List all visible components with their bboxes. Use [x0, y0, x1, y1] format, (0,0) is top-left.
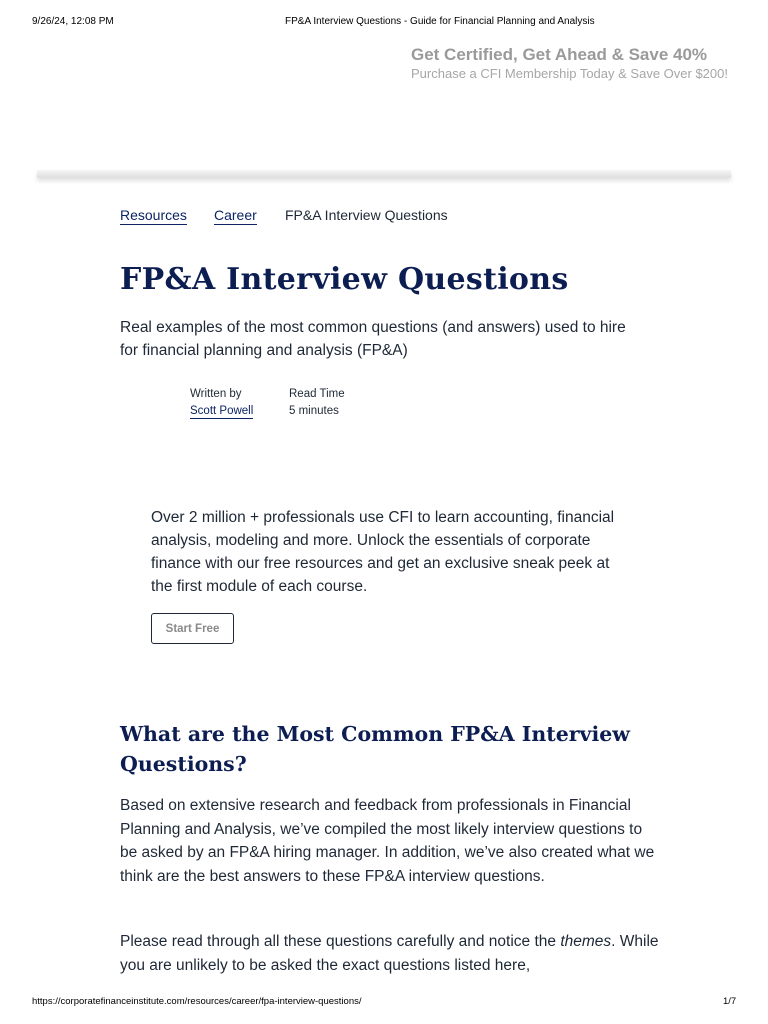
section-heading: What are the Most Common FP&A Interview Questions?	[120, 722, 630, 776]
paragraph-2-emphasis: themes	[560, 933, 612, 950]
print-footer-url: https://corporatefinanceinstitute.com/resources/career/fpa-interview-questions/	[32, 996, 362, 1007]
promo-subtitle[interactable]: Purchase a CFI Membership Today & Save Over $200!	[411, 66, 728, 81]
start-free-button[interactable]: Start Free	[151, 613, 234, 644]
paragraph-2-text-start: Please read through all these questions carefully and notice the	[120, 933, 561, 950]
cta-body: Over 2 million + professionals use CFI to learn accounting, financial analysis, modeling and more. Unlock the essentials of corporate finance with our free resources and get an exclusive sneak peek at the first module of each course.	[151, 509, 615, 595]
site-header-bar	[37, 170, 731, 178]
promo-title[interactable]: Get Certified, Get Ahead & Save 40%	[411, 45, 708, 64]
breadcrumb-current: FP&A Interview Questions	[285, 207, 448, 223]
print-datetime: 9/26/24, 12:08 PM	[32, 16, 114, 27]
page-subtitle: Real examples of the most common questions (and answers) used to hire for financial planning and analysis (FP&A)	[120, 319, 626, 359]
section-paragraph-2	[120, 930, 660, 977]
section-paragraph-1: Based on extensive research and feedback from professionals in Financial Planning and Analysis, we’ve compiled the most likely interview questions to be asked by an FP&A hiring manager. In addition, we’ve also created what we think are the best answers to these FP&A interview questions.	[120, 797, 655, 885]
read-time-label: Read Time	[289, 388, 345, 400]
print-page-title: FP&A Interview Questions - Guide for Financial Planning and Analysis	[285, 16, 595, 27]
read-time-value: 5 minutes	[289, 405, 339, 417]
print-footer-page: 1/7	[723, 996, 737, 1007]
paragraph-2-text-end: . While you are unlikely to be asked the exact questions listed here,	[120, 933, 659, 974]
author-link[interactable]: Scott Powell	[190, 405, 254, 417]
breadcrumb-career-link[interactable]: Career	[214, 207, 257, 223]
written-by-label: Written by	[190, 388, 242, 400]
page-title: FP&A Interview Questions	[120, 262, 569, 297]
breadcrumb-resources-link[interactable]: Resources	[120, 207, 187, 223]
